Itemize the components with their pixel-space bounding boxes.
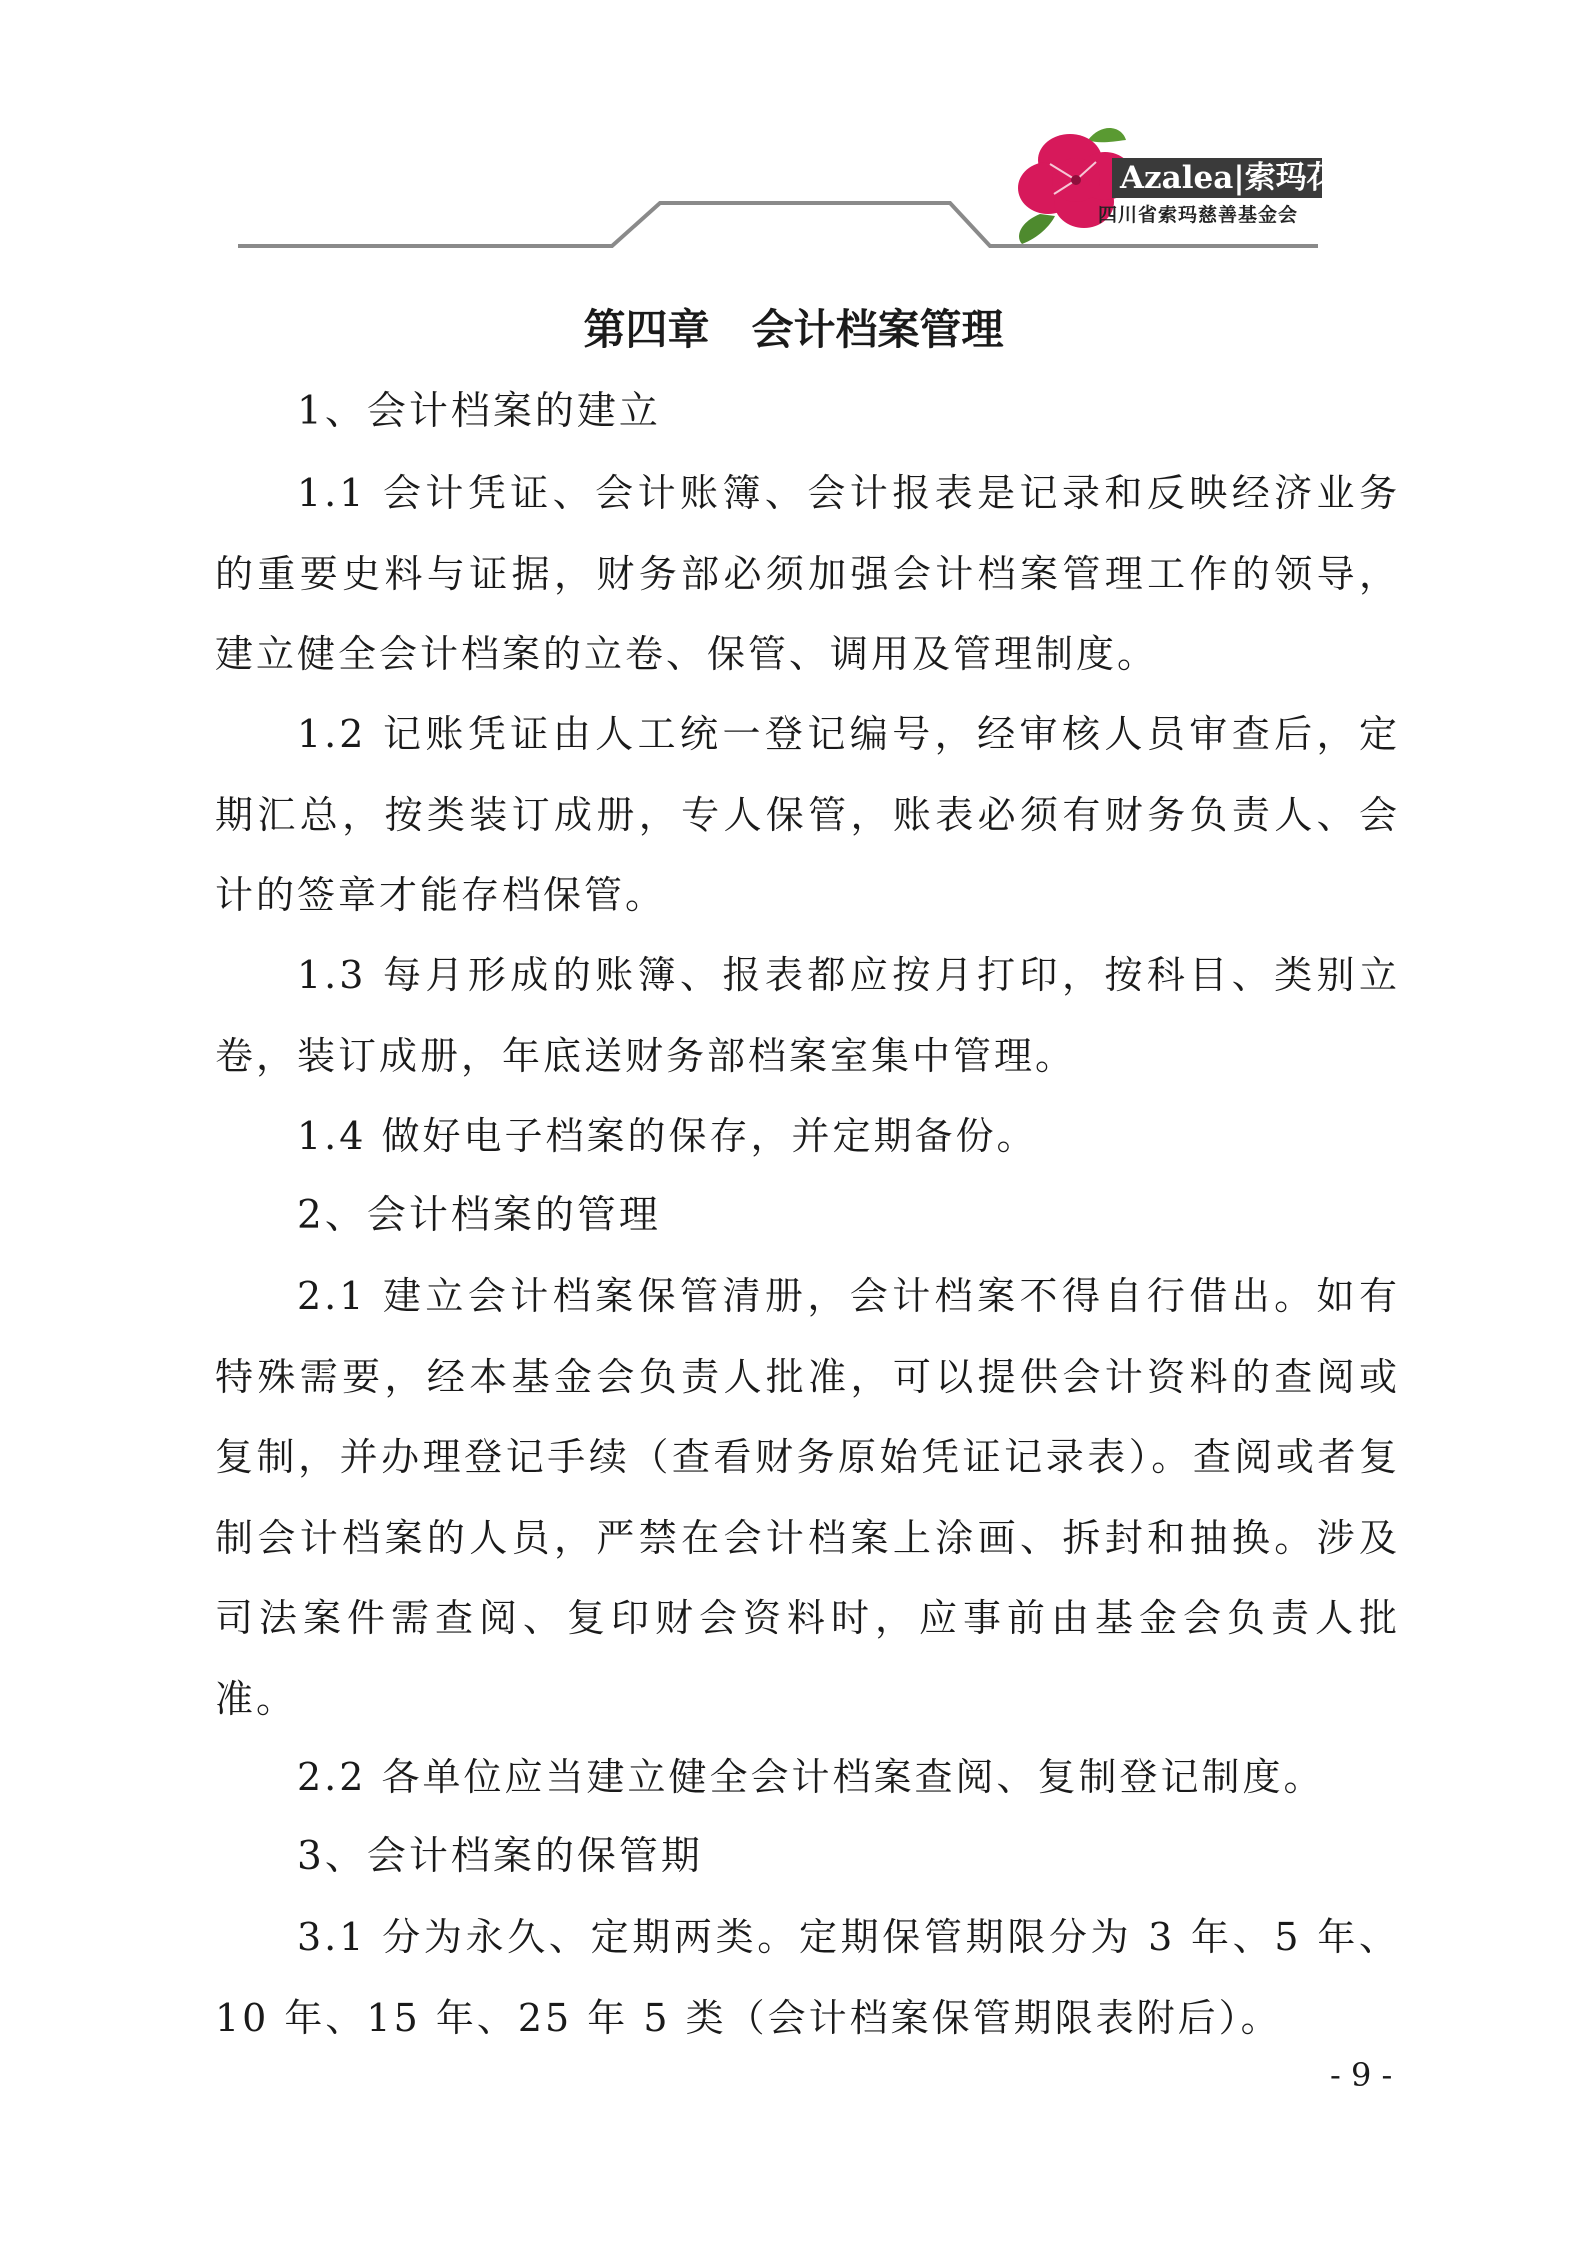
page-number: - 9 - (1330, 2056, 1393, 2094)
paragraph-2-1: 2.1 建立会计档案保管清册，会计档案不得自行借出。如有特殊需要，经本基金会负责人批准，可以提供会计资料的查阅或复制，并办理登记手续（查看财务原始凭证记录表）。查阅或者复制会计档案的人员，严禁在会计档案上涂画、拆封和抽换。涉及司法案件需查阅、复印财会资料时，应事前由基金会负责人批准。 (215, 1274, 1400, 1721)
paragraph-1-4: 1.4 做好电子档案的保存，并定期备份。 (297, 1114, 1038, 1158)
brand-subtitle: 四川省索玛慈善基金会 (1098, 204, 1299, 226)
brand-name-box: Azalea|索玛花 (1112, 158, 1322, 198)
paragraph-1-2: 1.2 记账凭证由人工统一登记编号，经审核人员审查后，定期汇总，按类装订成册，专人保管，账表必须有财务负责人、会计的签章才能存档保管。 (215, 712, 1400, 917)
paragraph-3-1: 3.1 分为永久、定期两类。定期保管期限分为 3 年、5 年、10 年、15 年、25 年 5 类（会计档案保管期限表附后）。 (215, 1915, 1400, 2040)
chapter-title: 第四章 会计档案管理 (583, 305, 1004, 354)
paragraph-2-2: 2.2 各单位应当建立健全会计档案查阅、复制登记制度。 (297, 1755, 1325, 1799)
paragraph-1-1: 1.1 会计凭证、会计账簿、会计报表是记录和反映经济业务的重要史料与证据，财务部必须加强会计档案管理工作的领导，建立健全会计档案的立卷、保管、调用及管理制度。 (215, 471, 1400, 676)
paragraph-1-3: 1.3 每月形成的账簿、报表都应按月打印，按科目、类别立卷，装订成册，年底送财务部档案室集中管理。 (215, 953, 1400, 1078)
section-heading-2: 2、会计档案的管理 (297, 1193, 661, 1238)
section-heading-3: 3、会计档案的保管期 (297, 1834, 703, 1879)
section-heading-1: 1、会计档案的建立 (297, 389, 661, 434)
header-divider-line (0, 0, 1587, 260)
